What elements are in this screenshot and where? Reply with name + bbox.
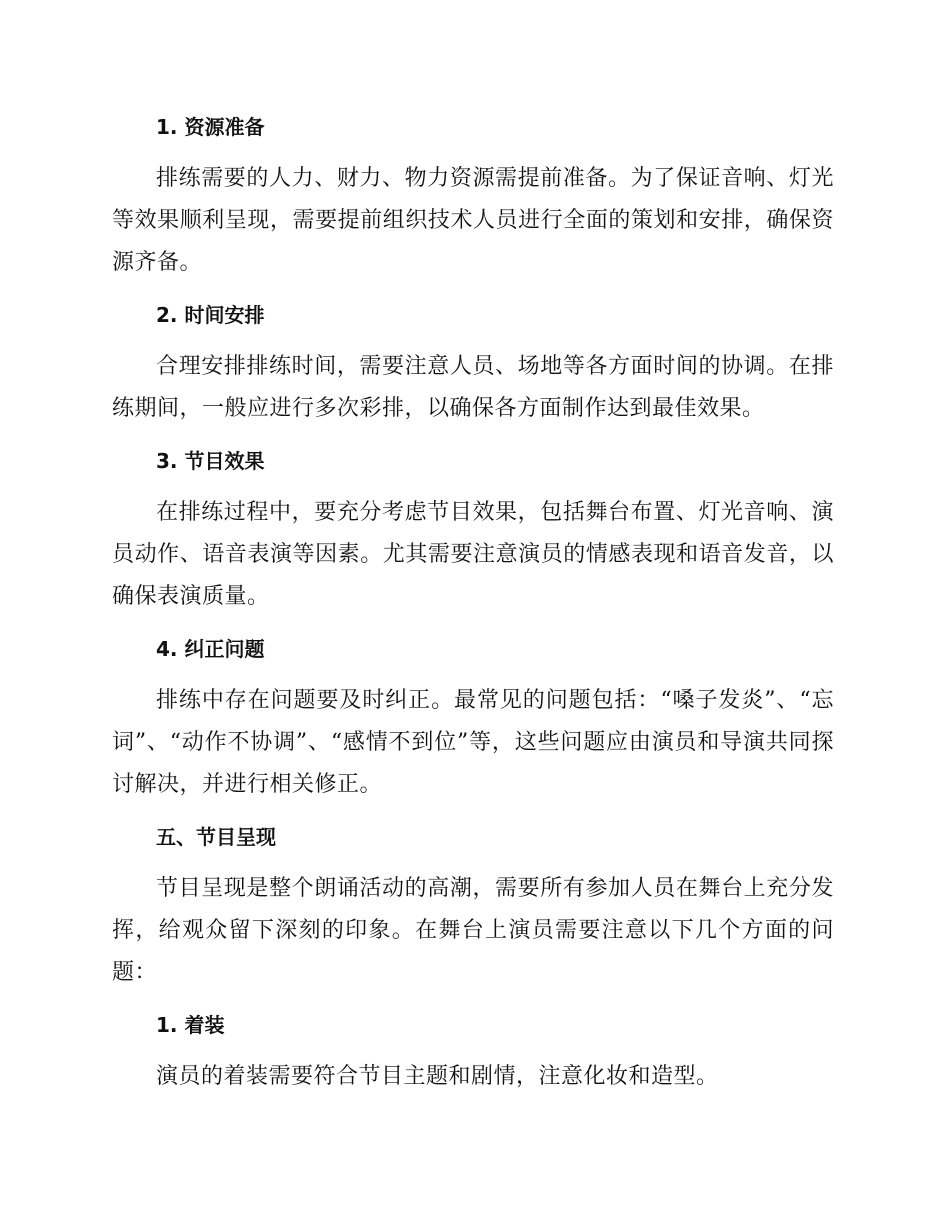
section-paragraph-resource-prep: 排练需要的人力、财力、物力资源需提前准备。为了保证音响、灯光等效果顺利呈现，需要提前组织技术人员进行全面的策划和安排，确保资源齐备。 bbox=[112, 166, 834, 275]
section-paragraph-correct-problems: 排练中存在问题要及时纠正。最常见的问题包括：“嗓子发炎”、“忘词”、“动作不协调”、“感情不到位”等，这些问题应由演员和导演共同探讨解决，并进行相关修正。 bbox=[112, 688, 834, 797]
document-page bbox=[112, 108, 834, 1110]
section-heading-costume: 1. 着装 bbox=[156, 1013, 225, 1037]
section-heading-program-effect: 3. 节目效果 bbox=[156, 449, 265, 473]
section-paragraph-program-presentation: 节目呈现是整个朗诵活动的高潮，需要所有参加人员在舞台上充分发挥，给观众留下深刻的印象。在舞台上演员需要注意以下几个方面的问题： bbox=[112, 876, 834, 985]
section-heading-resource-prep: 1. 资源准备 bbox=[156, 115, 265, 139]
section-heading-program-presentation: 五、节目呈现 bbox=[156, 825, 276, 849]
section-heading-correct-problems: 4. 纠正问题 bbox=[156, 637, 265, 661]
section-paragraph-program-effect: 在排练过程中，要充分考虑节目效果，包括舞台布置、灯光音响、演员动作、语音表演等因素。尤其需要注意演员的情感表现和语音发音，以确保表演质量。 bbox=[112, 500, 834, 609]
section-paragraph-time-schedule: 合理安排排练时间，需要注意人员、场地等各方面时间的协调。在排练期间，一般应进行多次彩排，以确保各方面制作达到最佳效果。 bbox=[112, 354, 834, 421]
section-paragraph-costume: 演员的着装需要符合节目主题和剧情，注意化妆和造型。 bbox=[156, 1064, 719, 1089]
section-heading-time-schedule: 2. 时间安排 bbox=[156, 303, 265, 327]
